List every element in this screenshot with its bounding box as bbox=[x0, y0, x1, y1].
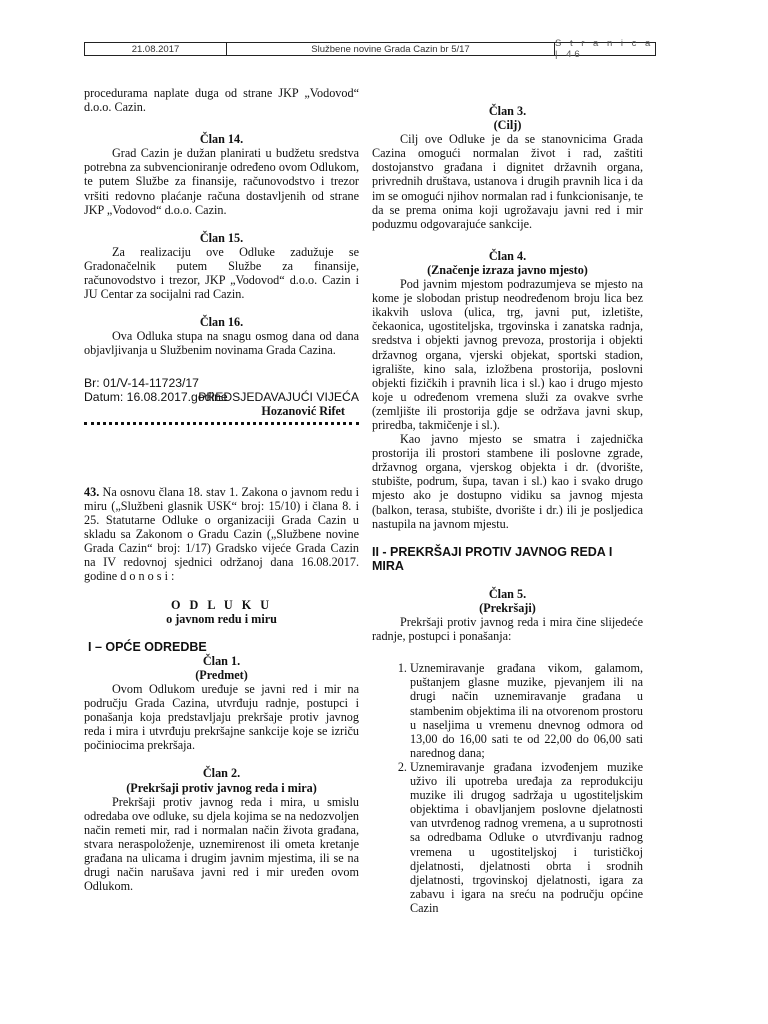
header-publication: Službene novine Grada Cazin br 5/17 bbox=[227, 43, 555, 55]
clan3-text: Cilj ove Odluke je da se stanovnicima Grada Cazina omogući normalan život i rad, zaštiti dostojanstvo građana i dignitet državnih organa, privrednih društava, ustanova i drugih pravnih lica i da im se omogući njihov normalan rad i funkcionisanje, te da se prema onima koji ugrožavaju javni red i mir poduzmu odgovarajuće sankcije. bbox=[372, 132, 643, 231]
clan4-text-1: Pod javnim mjestom podrazumjeva se mjesto na kome je slobodan pristup neodređenom broju lica bez ikakvih uslova (ulica, trg, javni put, izletište, čekaonica, ugostiteljska, trgovinska i zanatska radnja, sredstva i objekti javnog prevoza, prostorija i objekti državnog organa, vjerski objekat, sportski stadion, igralište, kino sala, izložbena prostorija, poslovni objekti fizičkih i pravnih lica i sl.) kao i drugo mjesto koje u određenom vremena služi za ovakve svrhe (zemljište ili prostorija gdje se održava javni skup, priredba, takmičenje i sl.). bbox=[372, 277, 643, 432]
odluka-subtitle: o javnom redu i miru bbox=[166, 611, 277, 626]
signatory-name: Hozanović Rifet bbox=[261, 403, 345, 418]
section2-title: II - PREKRŠAJI PROTIV JAVNOG REDA I MIRA bbox=[372, 544, 613, 573]
clan5-subtitle: (Prekršaji) bbox=[479, 601, 536, 615]
clan1-text: Ovom Odlukom uređuje se javni red i mir na području Grada Cazina, utvrđuju radnje, postupci i ponašanja koja predstavljaju prekršaje protiv javnog reda i mira i utvrđuju prekršajne sankcije koje se izriču počiniocima prekršaja. bbox=[84, 682, 359, 753]
list-item: 1. Uznemiravanje građana vikom, galamom, puštanjem glasne muzike, pjevanjem ili na drugi način uznemiravanje građana u stambenim objektima ili na otvorenom prostoru u naseljima u vremenu dnevnog odmora od 13,00 do 16,00 sati te od 22,00 do 06,00 sati narednog dana; bbox=[410, 661, 643, 760]
header-page-label: S t r a n i c a | 46 bbox=[555, 38, 654, 60]
clan15-title: Član 15. bbox=[199, 230, 244, 245]
clan14-text: Grad Cazin je dužan planirati u budžetu sredstva potrebna za subvencioniranje određeno ovom Odlukom, te putem Službe za finansije, računovodstvo i trezor vršiti redovno plaćanje računa dostavljenih od strane JKP „Vodovod“ d.o.o. Cazin. bbox=[84, 146, 359, 217]
page-header bbox=[84, 38, 656, 60]
item43-number: 43. bbox=[84, 484, 100, 499]
item43-body: Na osnovu člana 18. stav 1. Zakona o javnom redu i miru („Službeni glasnik USK“ broj: 15/10) i člana 8. i 25. Statutarne Odluke o organizaciji Grada Cazin u skladu sa Zakonom o Gradu Cazin („Službene novine Grada Cazin“ broj: 1/17) Gradsko vijeće Grada Cazin na IV redovnoj sjednici održanoj dana 16.08.2017. godine d o n o s i : bbox=[84, 484, 359, 584]
clan15-text: Za realizaciju ove Odluke zadužuje se Gradonačelnik putem Službe za finansije, računovodstvo i trezor, JKP „Vodovod“ d.o.o. Cazin i JU Centar za socijalni rad Cazin. bbox=[84, 244, 359, 302]
reference-date bbox=[84, 390, 359, 404]
clan1-subtitle: (Predmet) bbox=[195, 667, 248, 682]
item43-text bbox=[84, 485, 359, 584]
reference-number: Br: 01/V-14-11723/17 bbox=[84, 375, 199, 390]
clan4-title: Član 4. bbox=[488, 248, 527, 263]
clan16-text: Ova Odluka stupa na snagu osmog dana od dana objavljivanja u Službenim novinama Grada Cazina. bbox=[84, 329, 359, 358]
list-item: 2. Uznemiravanje građana izvođenjem muzike uživo ili upotreba uređaja za reprodukciju muzike ili drugog sadržaja u ugostiteljskim objektima i obavljanjem poslovne djelatnosti van utvrđenog radnog vremena, a u suprotnosti sa odredbama Odluke o utvrđivanju radnog vremena u ugostiteljskoj i turističkoj djelatnosti, djelatnosti obrta i srodnih djelatnosti, trgovinskoj djelatnosti, igara za zabavu i igara na sreću na području općine Cazin bbox=[410, 760, 643, 915]
clan3-title: Član 3. bbox=[488, 104, 527, 118]
clan2-subtitle: (Prekršaji protiv javnog reda i mira) bbox=[126, 780, 317, 795]
left-column bbox=[84, 86, 359, 893]
signatory-title: PREDSJEDAVAJUĆI VIJEĆA bbox=[198, 389, 359, 404]
reference-date-text: Datum: 16.08.2017.godine bbox=[84, 389, 228, 404]
clan4-subtitle: (Značenje izraza javno mjesto) bbox=[427, 262, 588, 277]
prekrsaji-list bbox=[372, 661, 643, 915]
clan5-title: Član 5. bbox=[488, 586, 527, 601]
clan4-text-2: Kao javno mjesto se smatra i zajednička prostorija ili prostori stambene ili poslovne zgrade, državnog organa, vjerskog objekta i dr. (dvorište, stubište, podrum, šupa, tavan i sl.) kao i svako drugo mjesto ako je dostupno vidiku sa javnog mjesta (balkon, terasa, stubište, dvorište i dr.) ili je posljedica nastupila na javnom mjestu. bbox=[372, 432, 643, 531]
clan2-text: Prekršaji protiv javnog reda i mira, u smislu odredaba ove odluke, su djela kojima se na nedozvoljen način remeti mir, rad i normalan način života građana, stvara neraspoloženje, uznemirenost ili ometa kretanje građana na ulicama i drugim javnim mjestima, ili se na drugi način narušava javni red i mir uređen ovom Odlukom. bbox=[84, 794, 359, 894]
odluka-title: O D L U K U bbox=[170, 597, 273, 612]
clan16-title: Član 16. bbox=[199, 315, 244, 330]
clan1-title: Član 1. bbox=[202, 653, 241, 668]
clan14-title: Član 14. bbox=[199, 132, 244, 147]
clan3-subtitle: (Cilj) bbox=[493, 118, 522, 133]
header-date: 21.08.2017 bbox=[85, 43, 227, 55]
clan5-text: Prekršaji protiv javnog reda i mira čine slijedeće radnje, postupci i ponašanja: bbox=[372, 615, 643, 644]
section1-title: I – OPĆE ODREDBE bbox=[88, 639, 207, 654]
separator-dotted bbox=[84, 422, 359, 425]
intro-text: procedurama naplate duga od strane JKP „Vodovod“ d.o.o. Cazin. bbox=[84, 86, 359, 115]
clan2-title: Član 2. bbox=[202, 766, 241, 781]
right-column bbox=[372, 86, 643, 915]
